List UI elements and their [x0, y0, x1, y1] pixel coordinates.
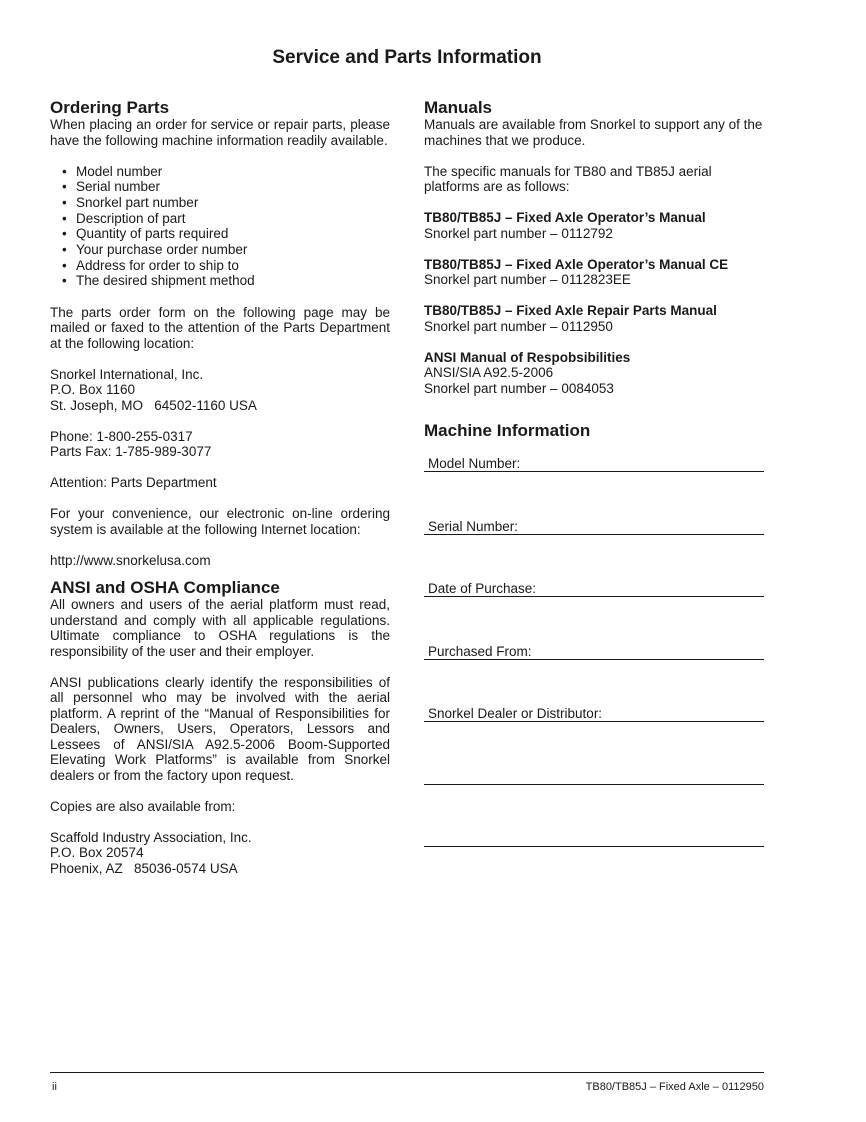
- field-label: Model Number:: [428, 456, 521, 471]
- ordering-parts-heading: Ordering Parts: [50, 98, 170, 117]
- serial-number-field[interactable]: [424, 472, 764, 535]
- website-url: http://www.snorkelusa.com: [50, 552, 211, 568]
- manuals-specific: The specific manuals for TB80 and TB85J aerial platforms are as follows:: [424, 163, 712, 194]
- list-item: • The desired shipment method: [62, 273, 390, 289]
- list-item: • Quantity of parts required: [62, 226, 390, 242]
- ansi-manual-part-number: Snorkel part number – 0084053: [424, 380, 614, 396]
- address-line: Scaffold Industry Association, Inc.: [50, 829, 252, 845]
- ansi-osha-heading: ANSI and OSHA Compliance: [50, 578, 280, 598]
- field-label: Purchased From:: [428, 643, 532, 659]
- blank-field-line[interactable]: [424, 722, 764, 785]
- dealer-distributor-field[interactable]: [424, 660, 764, 723]
- list-item: • Address for order to ship to: [62, 258, 390, 274]
- manual-title: TB80/TB85J – Fixed Axle Repair Parts Manual: [424, 303, 717, 318]
- online-ordering-text: For your convenience, our electronic on-line ordering system is available at the following Internet location:: [50, 506, 390, 537]
- ordering-intro: When placing an order for service or repair parts, please have the following machine information readily available.: [50, 117, 390, 148]
- ansi-para-1: All owners and users of the aerial platform must read, understand and comply with all applicable regulations. Ultimate compliance to OSHA regulations is the responsibility of the user and their employer.: [50, 597, 390, 659]
- address-line: Phoenix, AZ 85036-0574 USA: [50, 860, 238, 876]
- page-title: Service and Parts Information: [272, 47, 542, 68]
- copies-text: Copies are also available from:: [50, 798, 236, 814]
- field-line: [424, 830, 764, 847]
- list-item: • Snorkel part number: [62, 195, 390, 211]
- machine-info-list: [50, 164, 390, 290]
- ansi-para-2: ANSI publications clearly identify the responsibilities of all personnel who may be involved with the aerial platform. A reprint of the “Manual of Responsibilities for Dealers, Owners, Users, Operators, Lessors and Lessees of ANSI/SIA A92.5-2006 Boom-Supported Elevating Work Platforms” is available from Snorkel dealers or from the factory upon request.: [50, 674, 390, 783]
- manual-part-number: Snorkel part number – 0112950: [424, 318, 613, 334]
- manuals-heading: Manuals: [424, 98, 493, 117]
- address-line: Snorkel International, Inc.: [50, 366, 204, 382]
- manual-title: TB80/TB85J – Fixed Axle Operator’s Manual: [424, 210, 706, 225]
- phone-number: Phone: 1-800-255-0317: [50, 428, 193, 444]
- attention-line: Attention: Parts Department: [50, 475, 217, 491]
- right-column: [424, 98, 764, 847]
- list-item: • Description of part: [62, 211, 390, 227]
- field-label: Date of Purchase:: [428, 581, 537, 596]
- footer-document-id: TB80/TB85J – Fixed Axle – 0112950: [585, 1081, 764, 1093]
- manual-part-number: Snorkel part number – 0112823EE: [424, 272, 631, 287]
- manual-title: TB80/TB85J – Fixed Axle Operator’s Manual CE: [424, 256, 729, 272]
- list-item: • Model number: [62, 164, 390, 180]
- fax-number: Parts Fax: 1-785-989-3077: [50, 444, 212, 460]
- order-form-text: The parts order form on the following page may be mailed or faxed to the attention of the Parts Department at the following location:: [50, 304, 390, 351]
- left-column: [50, 98, 390, 876]
- field-line: [424, 768, 764, 785]
- manuals-intro: Manuals are available from Snorkel to support any of the machines that we produce.: [424, 117, 763, 148]
- field-label: Snorkel Dealer or Distributor:: [428, 706, 603, 721]
- manual-part-number: Snorkel part number – 0112792: [424, 225, 613, 241]
- date-of-purchase-field[interactable]: [424, 535, 764, 598]
- list-item: • Serial number: [62, 179, 390, 195]
- address-line: P.O. Box 20574: [50, 845, 144, 861]
- ansi-manual-standard: ANSI/SIA A92.5-2006: [424, 365, 554, 380]
- page-number: ii: [52, 1081, 57, 1093]
- address-line: St. Joseph, MO 64502-1160 USA: [50, 397, 257, 413]
- field-label: Serial Number:: [428, 518, 519, 534]
- ansi-manual-title: ANSI Manual of Respobsibilities: [424, 349, 631, 365]
- footer-rule: [50, 1072, 764, 1073]
- address-line: P.O. Box 1160: [50, 382, 136, 398]
- model-number-field[interactable]: [424, 440, 764, 472]
- purchased-from-field[interactable]: [424, 597, 764, 660]
- machine-info-heading: Machine Information: [424, 421, 591, 440]
- blank-field-line[interactable]: [424, 785, 764, 848]
- list-item: • Your purchase order number: [62, 242, 390, 258]
